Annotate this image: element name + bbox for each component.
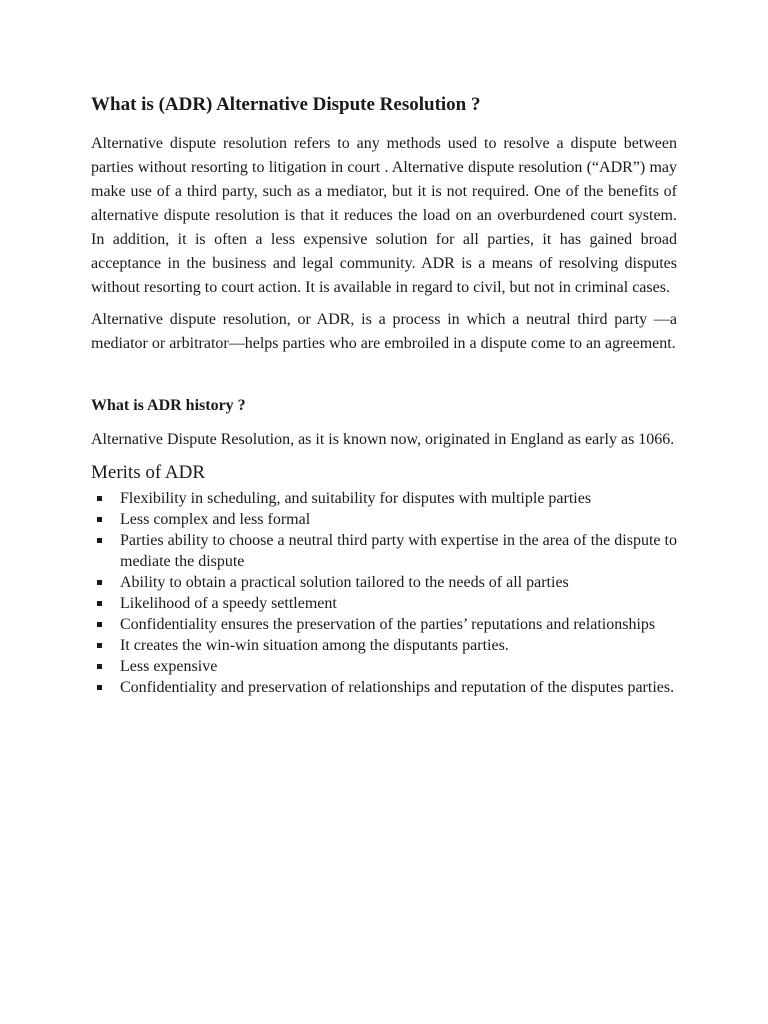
square-bullet-icon — [97, 517, 102, 522]
intro-paragraph: Alternative dispute resolution refers to any methods used to resolve a dispute between parties without resorting to litigation in court . Alternative dispute resolution (“ADR”) may make use of a third party, such as a mediator, but it is not required. One of the benefits of alternative dispute resolution is that it reduces the load on an overburdened court system. In addition, it is often a less expensive solution for all parties, it has gained broad acceptance in the business and legal community. ADR is a means of resolving disputes without resorting to court action. It is available in regard to civil, but not in criminal cases. — [91, 135, 677, 296]
merit-item — [91, 635, 677, 656]
square-bullet-icon — [97, 664, 102, 669]
square-bullet-icon — [97, 580, 102, 585]
merit-item — [91, 530, 677, 572]
square-bullet-icon — [97, 496, 102, 501]
square-bullet-icon — [97, 643, 102, 648]
merit-text: Parties ability to choose a neutral third party with expertise in the area of the dispute to mediate the dispute — [120, 532, 677, 570]
merit-item — [91, 488, 677, 509]
merit-item — [91, 656, 677, 677]
merits-heading: Merits of ADR — [91, 462, 205, 483]
merit-item — [91, 614, 677, 635]
merit-text: It creates the win-win situation among the disputants parties. — [120, 637, 509, 654]
merit-text: Confidentiality ensures the preservation of the parties’ reputations and relationships — [120, 616, 656, 633]
history-paragraph: Alternative Dispute Resolution, as it is known now, originated in England as early as 1066. — [91, 431, 675, 448]
square-bullet-icon — [97, 685, 102, 690]
merit-item — [91, 593, 677, 614]
merits-list — [91, 488, 677, 698]
square-bullet-icon — [97, 601, 102, 606]
merit-text: Flexibility in scheduling, and suitability for disputes with multiple parties — [120, 490, 592, 507]
document-page — [91, 92, 677, 698]
square-bullet-icon — [97, 622, 102, 627]
merit-text: Likelihood of a speedy settlement — [120, 595, 337, 612]
square-bullet-icon — [97, 538, 102, 543]
merit-text: Ability to obtain a practical solution tailored to the needs of all parties — [120, 574, 569, 591]
merit-text: Confidentiality and preservation of relationships and reputation of the disputes parties. — [120, 679, 675, 696]
page-title: What is (ADR) Alternative Dispute Resolution ? — [91, 94, 481, 115]
merit-item — [91, 677, 677, 698]
history-heading: What is ADR history ? — [91, 397, 246, 414]
merit-item — [91, 509, 677, 530]
merit-item — [91, 572, 677, 593]
merit-text: Less expensive — [120, 658, 218, 675]
merit-text: Less complex and less formal — [120, 511, 311, 528]
definition-paragraph: Alternative dispute resolution, or ADR, is a process in which a neutral third party —a mediator or arbitrator—helps parties who are embroiled in a dispute come to an agreement. — [91, 311, 677, 352]
